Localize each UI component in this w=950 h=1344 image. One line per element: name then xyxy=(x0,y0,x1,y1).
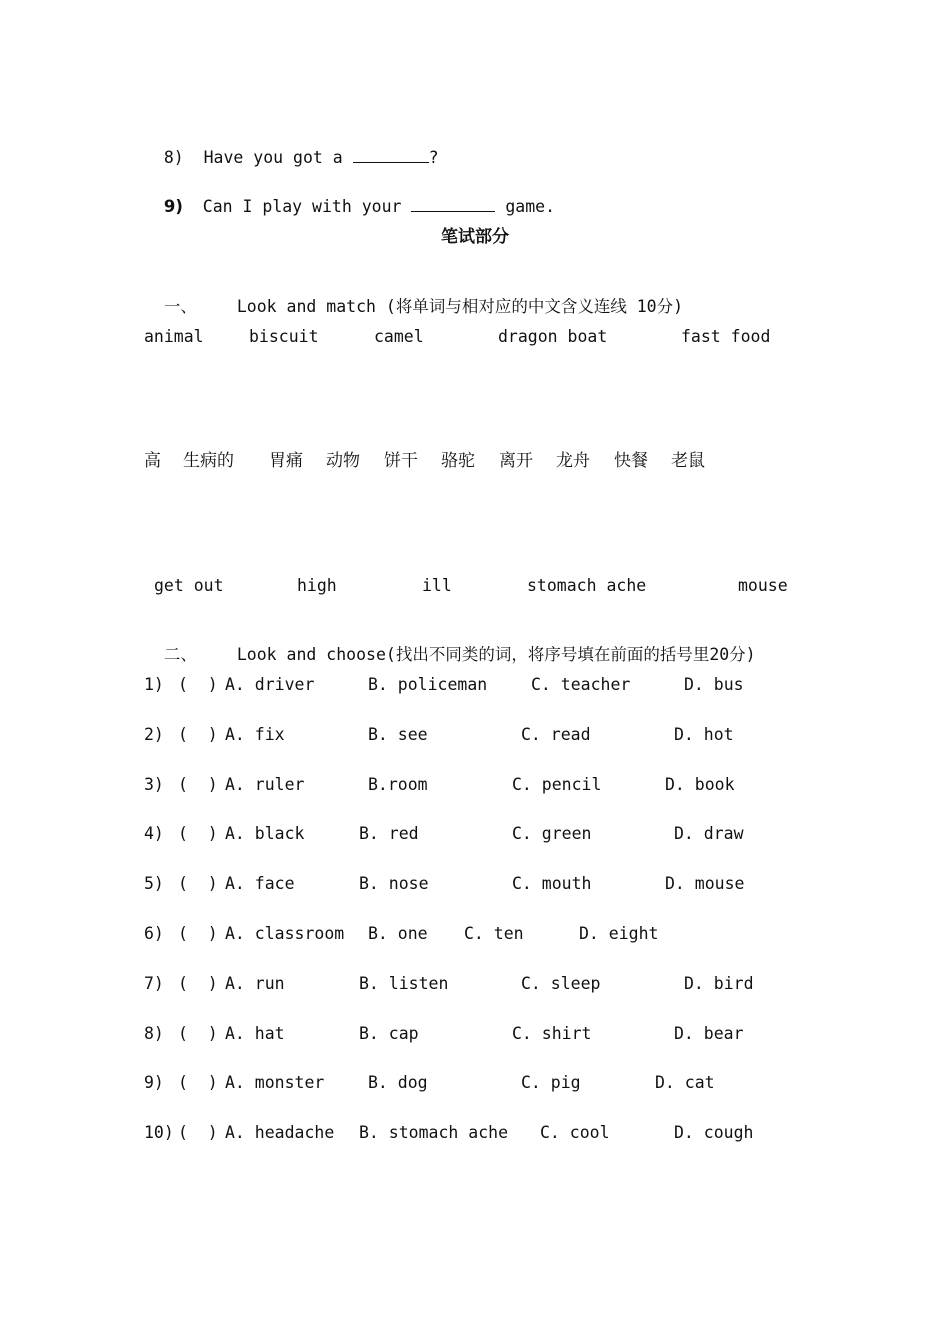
answer-paren[interactable]: ( ) xyxy=(178,874,218,894)
match-chinese: 饼干 xyxy=(384,451,418,471)
option-d: D. hot xyxy=(674,724,734,744)
option-a: A. hat xyxy=(225,1023,285,1043)
section-title: Look and choose(找出不同类的词，将序号填在前面的括号里20分) xyxy=(236,645,756,664)
question-text: Have you got a xyxy=(203,148,353,167)
option-c: C. shirt xyxy=(512,1023,592,1043)
answer-paren[interactable]: ( ) xyxy=(178,1073,218,1093)
option-c: C. cool xyxy=(540,1123,610,1143)
option-a: A. monster xyxy=(225,1073,325,1093)
match-word-bottom: ill xyxy=(422,576,452,595)
match-chinese: 生病的 xyxy=(183,451,234,471)
match-chinese: 胃痛 xyxy=(269,451,303,471)
option-a: A. run xyxy=(225,973,285,993)
match-chinese: 老鼠 xyxy=(671,451,705,471)
question-9 xyxy=(144,177,555,217)
answer-paren[interactable]: ( ) xyxy=(178,774,218,794)
item-number: 9) xyxy=(144,1073,164,1093)
question-text: Can I play with your xyxy=(202,197,412,216)
item-number: 8) xyxy=(144,1023,164,1043)
match-chinese: 动物 xyxy=(326,451,360,471)
item-number: 1) xyxy=(144,675,164,694)
section-number: 二、 xyxy=(163,645,197,664)
section-2-heading xyxy=(144,625,756,665)
match-chinese: 快餐 xyxy=(614,451,648,471)
option-a: A. fix xyxy=(225,724,285,744)
option-d: D. bus xyxy=(684,675,744,694)
answer-paren[interactable]: ( ) xyxy=(178,973,218,993)
answer-paren[interactable]: ( ) xyxy=(178,924,218,943)
match-chinese: 高 xyxy=(144,451,161,471)
item-number: 6) xyxy=(144,924,164,943)
item-number: 2) xyxy=(144,724,164,744)
written-part-title: 笔试部分 xyxy=(441,227,509,247)
answer-paren[interactable]: ( ) xyxy=(178,1123,218,1143)
option-a: A. driver xyxy=(225,675,315,694)
answer-blank[interactable] xyxy=(411,197,495,212)
option-b: B.room xyxy=(368,774,428,794)
option-a: A. black xyxy=(225,824,305,844)
option-c: C. read xyxy=(521,724,591,744)
option-a: A. face xyxy=(225,874,295,894)
answer-paren[interactable]: ( ) xyxy=(178,724,218,744)
answer-paren[interactable]: ( ) xyxy=(178,1023,218,1043)
question-number: 9) xyxy=(163,197,183,216)
option-d: D. bird xyxy=(684,973,754,993)
option-a: A. classroom xyxy=(225,924,345,943)
question-number: 8) xyxy=(163,148,184,167)
item-number: 5) xyxy=(144,874,164,894)
option-c: C. sleep xyxy=(521,973,601,993)
match-word-top: fast food xyxy=(681,327,771,346)
option-b: B. listen xyxy=(359,973,449,993)
option-b: B. cap xyxy=(359,1023,419,1043)
option-b: B. stomach ache xyxy=(359,1123,509,1143)
option-d: D. cat xyxy=(655,1073,715,1093)
section-title: Look and match (将单词与相对应的中文含义连线 10分) xyxy=(236,297,684,316)
match-word-bottom: mouse xyxy=(738,576,788,595)
option-a: A. headache xyxy=(225,1123,335,1143)
item-number: 4) xyxy=(144,824,164,844)
section-1-heading xyxy=(144,277,683,317)
match-word-top: biscuit xyxy=(249,327,319,346)
match-word-top: dragon boat xyxy=(498,327,608,346)
match-word-top: animal xyxy=(144,327,204,346)
question-text-end: ? xyxy=(428,148,439,167)
answer-blank[interactable] xyxy=(353,148,429,163)
option-d: D. book xyxy=(665,774,735,794)
match-word-top: camel xyxy=(374,327,424,346)
option-a: A. ruler xyxy=(225,774,305,794)
option-d: D. eight xyxy=(579,924,659,943)
answer-paren[interactable]: ( ) xyxy=(178,675,218,694)
item-number: 3) xyxy=(144,774,164,794)
option-b: B. red xyxy=(359,824,419,844)
item-number: 7) xyxy=(144,973,164,993)
match-chinese: 骆驼 xyxy=(441,451,475,471)
match-chinese: 离开 xyxy=(499,451,533,471)
option-b: B. dog xyxy=(368,1073,428,1093)
option-b: B. nose xyxy=(359,874,429,894)
option-c: C. mouth xyxy=(512,874,592,894)
option-b: B. one xyxy=(368,924,428,943)
option-c: C. green xyxy=(512,824,592,844)
option-c: C. ten xyxy=(464,924,524,943)
question-8 xyxy=(144,128,439,168)
option-d: D. cough xyxy=(674,1123,754,1143)
option-c: C. pig xyxy=(521,1073,581,1093)
option-c: C. teacher xyxy=(531,675,631,694)
option-b: B. policeman xyxy=(368,675,488,694)
option-b: B. see xyxy=(368,724,428,744)
answer-paren[interactable]: ( ) xyxy=(178,824,218,844)
match-word-bottom: high xyxy=(297,576,337,595)
item-number: 10) xyxy=(144,1123,174,1143)
match-word-bottom: stomach ache xyxy=(527,576,647,595)
option-c: C. pencil xyxy=(512,774,602,794)
option-d: D. bear xyxy=(674,1023,744,1043)
match-chinese: 龙舟 xyxy=(556,451,590,471)
option-d: D. mouse xyxy=(665,874,745,894)
section-number: 一、 xyxy=(163,297,197,316)
question-text-end: game. xyxy=(495,197,556,216)
match-word-bottom: get out xyxy=(154,576,224,595)
option-d: D. draw xyxy=(674,824,744,844)
